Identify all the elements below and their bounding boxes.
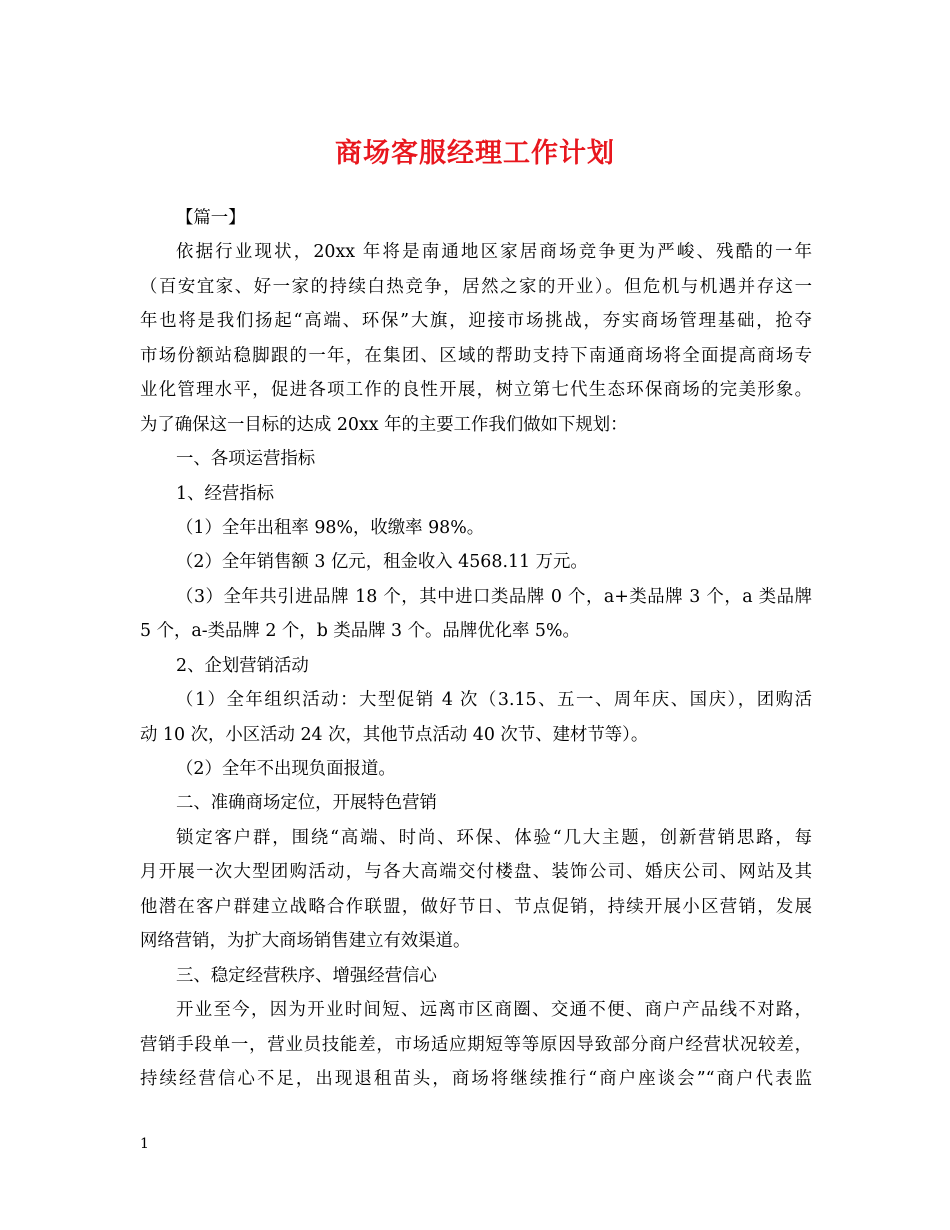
text-line: （1）全年出租率 98%，收缴率 98%。 — [176, 517, 485, 538]
text-line: （1）全年组织活动：大型促销 4 次（3.15、五一、周年庆、国庆），团购活 — [176, 690, 812, 711]
text-line: 动 10 次，小区活动 24 次，其他节点活动 40 次节、建材节等）。 — [140, 724, 649, 745]
text-line: 营销手段单一，营业员技能差，市场适应期短等等原因导致部分商户经营状况较差， — [140, 1034, 812, 1055]
text-line: （2）全年销售额 3 亿元，租金收入 4568.11 万元。 — [176, 552, 588, 573]
text-line: 网络营销，为扩大商场销售建立有效渠道。 — [140, 931, 471, 952]
document-body — [140, 201, 812, 1096]
text-line: （百安宜家、好一家的持续白热竞争，居然之家的开业）。但危机与机遇并存这一 — [140, 276, 812, 297]
text-line: 一、各项运营指标 — [176, 449, 316, 470]
text-line: 月开展一次大型团购活动，与各大高端交付楼盘、装饰公司、婚庆公司、网站及其 — [140, 862, 812, 883]
text-line: （3）全年共引进品牌 18 个，其中进口类品牌 0 个，a+类品牌 3 个，a 类品牌 — [176, 586, 812, 607]
text-line: 他潜在客户群建立战略合作联盟，做好节日、节点促销，持续开展小区营销，发展 — [140, 896, 812, 917]
document-title: 商场客服经理工作计划 — [335, 138, 615, 169]
text-line: 【篇一】 — [176, 208, 246, 228]
page-number: 1 — [140, 1136, 149, 1152]
text-line: 1、经营指标 — [176, 483, 275, 504]
text-line: 二、准确商场定位，开展特色营销 — [176, 793, 437, 814]
text-line: 业化管理水平，促进各项工作的良性开展，树立第七代生态环保商场的完美形象。 — [140, 380, 812, 401]
text-line: 依据行业现状，20xx 年将是南通地区家居商场竞争更为严峻、残酷的一年 — [176, 242, 812, 263]
text-line: （2）全年不出现负面报道。 — [176, 759, 396, 779]
text-line: 2、企划营销活动 — [176, 655, 309, 676]
text-line: 市场份额站稳脚跟的一年，在集团、区域的帮助支持下南通商场将全面提高商场专 — [140, 345, 812, 366]
text-line: 开业至今，因为开业时间短、远离市区商圈、交通不便、商户产品线不对路， — [176, 1000, 812, 1021]
text-line: 三、稳定经营秩序、增强经营信心 — [176, 965, 437, 986]
text-line: 5 个，a-类品牌 2 个，b 类品牌 3 个。品牌优化率 5%。 — [140, 621, 580, 642]
text-line: 为了确保这一目标的达成 20xx 年的主要工作我们做如下规划： — [140, 414, 628, 435]
text-line: 持续经营信心不足，出现退租苗头，商场将继续推行“商户座谈会”“商户代表监 — [140, 1068, 812, 1089]
text-line: 年也将是我们扬起“高端、环保”大旗，迎接市场挑战，夯实商场管理基础，抢夺 — [140, 311, 812, 332]
text-line: 锁定客户群，围绕“高端、时尚、环保、体验“几大主题，创新营销思路，每 — [176, 827, 812, 848]
